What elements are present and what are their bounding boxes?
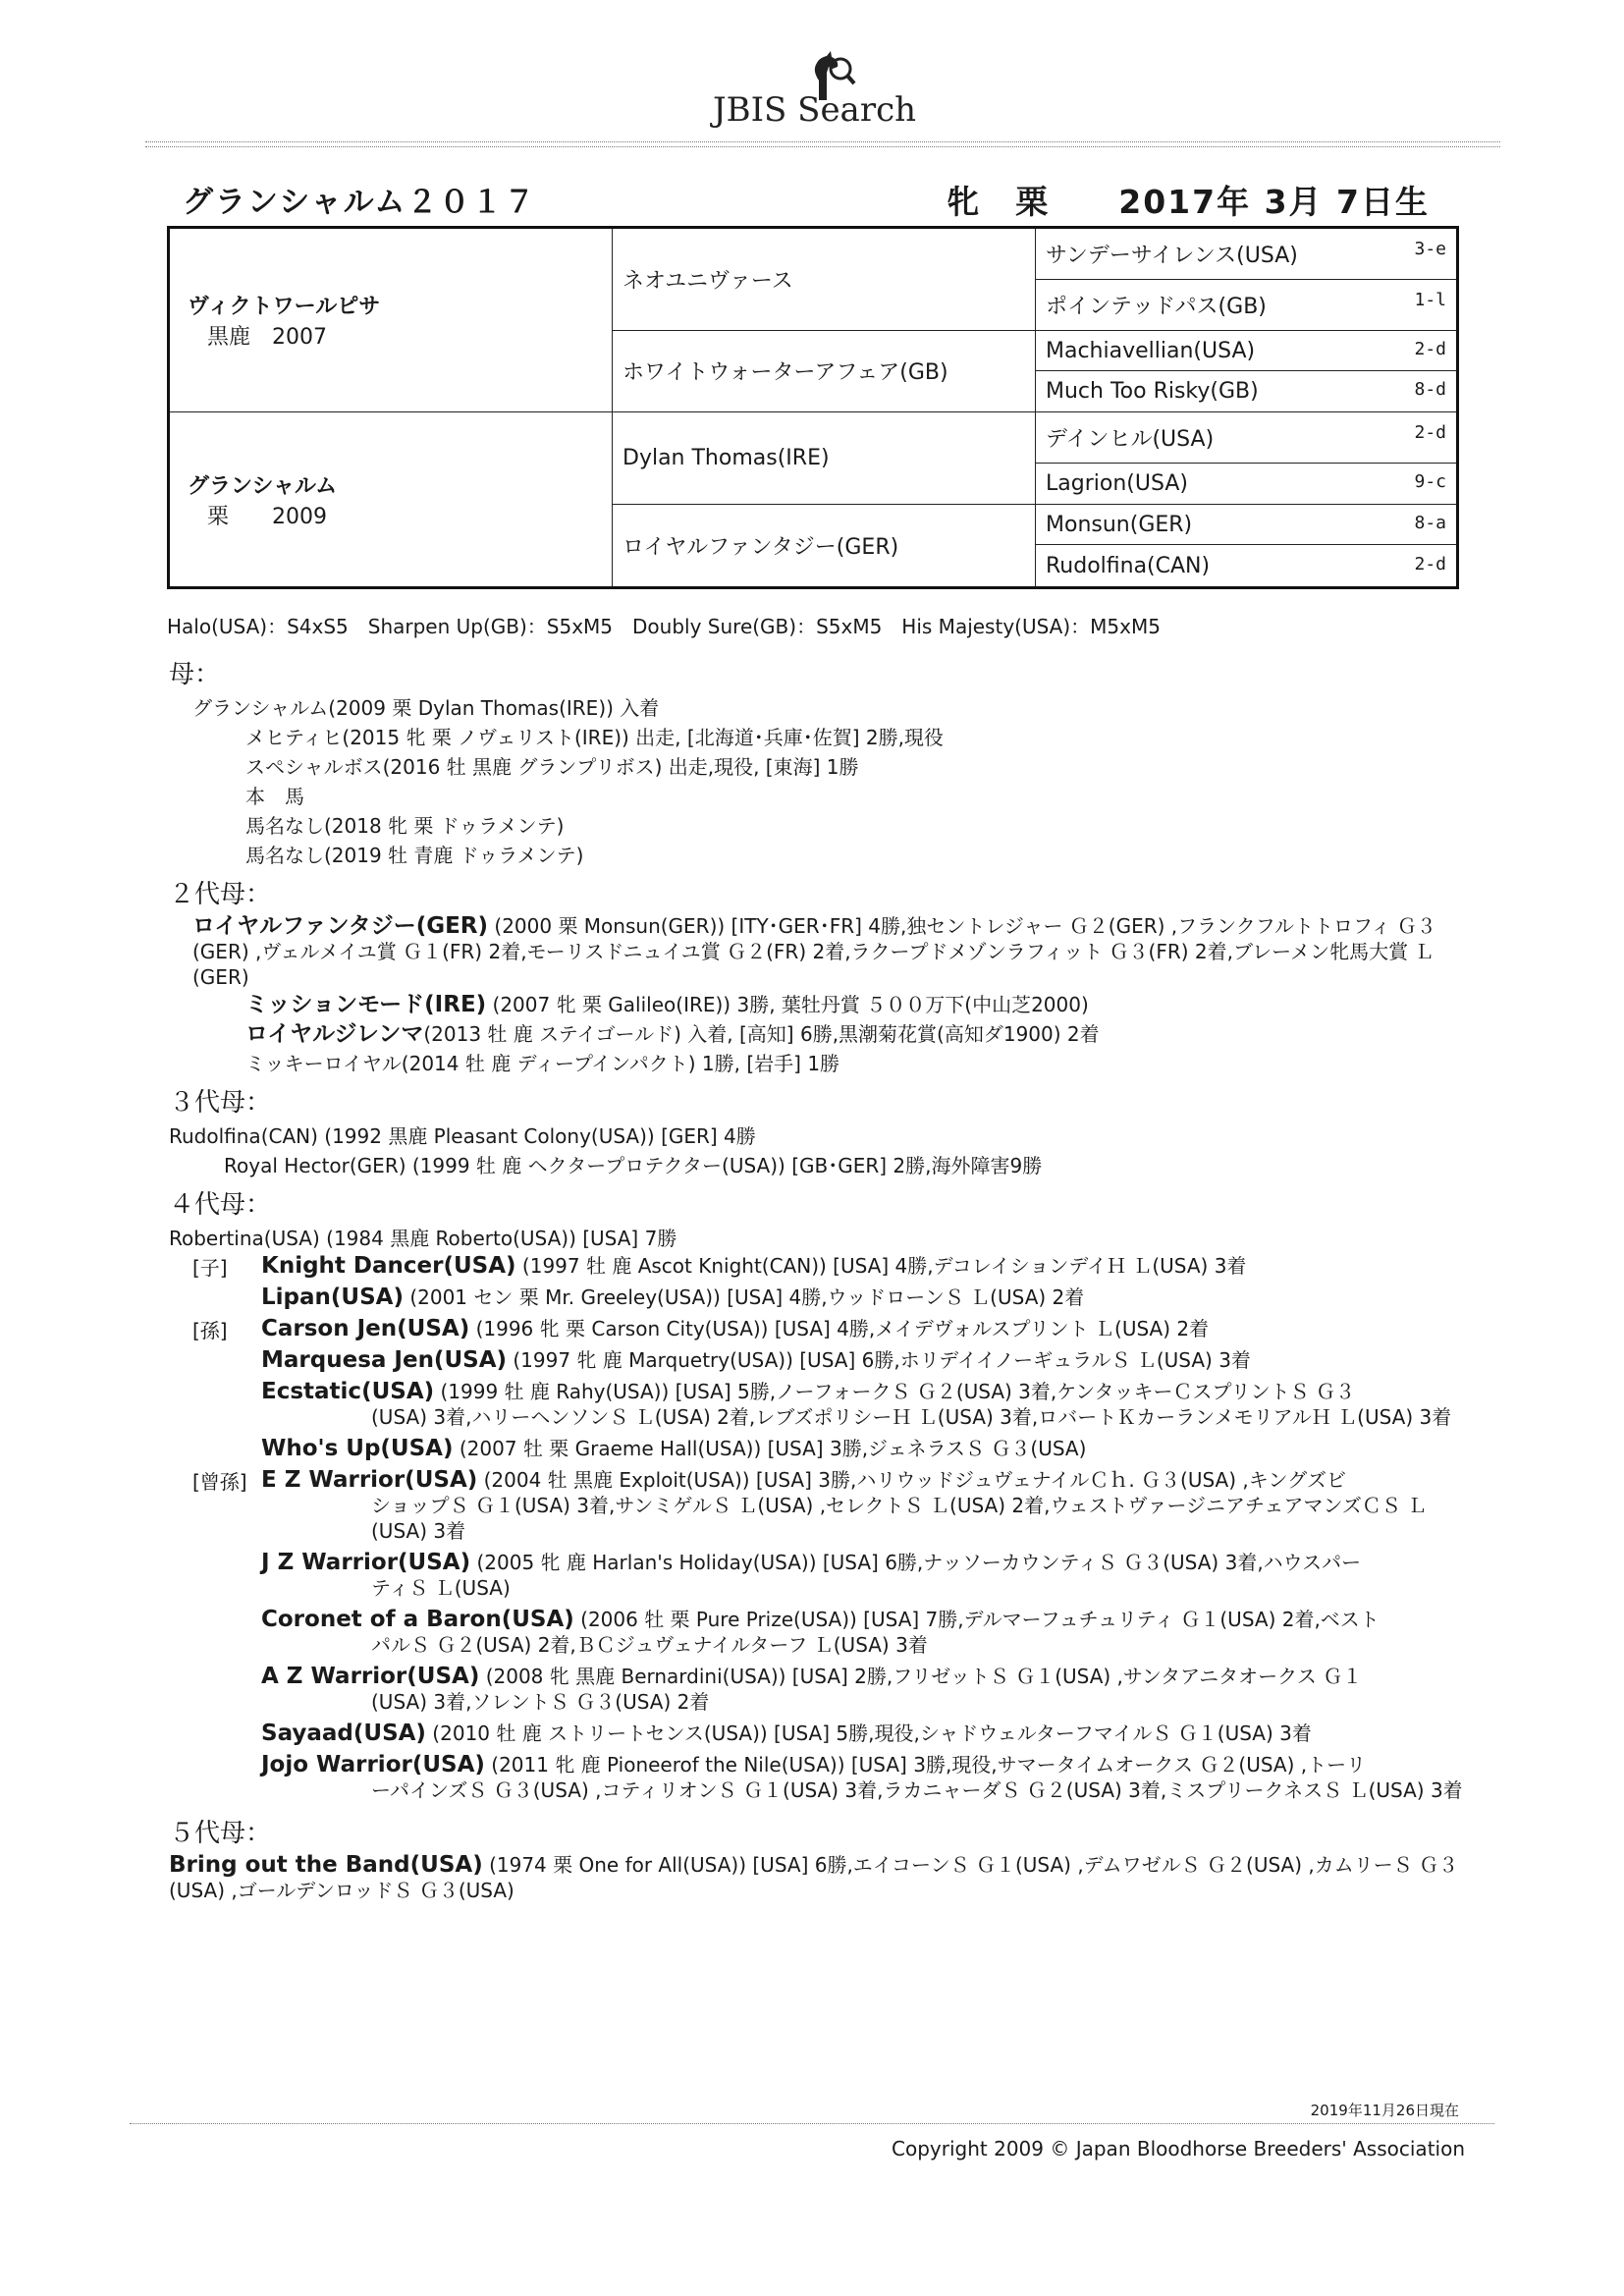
horse-sex-color-birth: 牝 栗 2017年 3月 7日生 bbox=[947, 183, 1430, 221]
dam-offspring-line: スペシャルボス(2016 牡 黒鹿 グランプリボス) 出走,現役, [東海] 1勝 bbox=[245, 755, 859, 779]
descendants-group-great-grandchildren bbox=[169, 1467, 1475, 1809]
descendant-name: Jojo Warrior(USA) bbox=[261, 1752, 485, 1777]
descendant-record: (2004 牡 黒鹿 Exploit(USA)) [USA] 3勝,ハリウッドジュヴェナイルＣｈ. Ｇ３(USA) ,キングズビ bbox=[477, 1468, 1346, 1492]
descendants-group-grandchildren bbox=[169, 1316, 1475, 1467]
dam-name: グランシャルム bbox=[188, 473, 338, 499]
inbreeding-line: Halo(USA)：S4xS5 Sharpen Up(GB)：S5xM5 Doubly Sure(GB)：S5xM5 His Majesty(USA)：M5xM5 bbox=[167, 615, 1161, 638]
as-of-date: 2019年11月26日現在 bbox=[1310, 2102, 1459, 2119]
copyright: Copyright 2009 © Japan Bloodhorse Breeders' Association bbox=[892, 2137, 1465, 2160]
offspring-name: ロイヤルジレンマ bbox=[245, 1021, 424, 1047]
g3-cell bbox=[1036, 412, 1458, 464]
dam-offspring-line: 馬名なし(2018 牝 栗 ドゥラメンテ) bbox=[245, 814, 565, 838]
second-dam-record: (2000 栗 Monsun(GER)) [ITY･GER･FR] 4勝,独セントレジャー Ｇ２(GER) ,フランクフルトトロフィ Ｇ３(GER) ,ヴェルメイユ賞 Ｇ１(FR) 2着,モーリスドニュイユ賞 Ｇ２(FR) 2着,ラクープドメゾンラフィット Ｇ３(FR) 2着,ブレーメン牝馬大賞 Ｌ(GER) bbox=[192, 914, 1436, 989]
descendant-entry bbox=[261, 1664, 1475, 1715]
section-title-fifth-dam: ５代母： bbox=[169, 1819, 272, 1848]
second-dam-name: ロイヤルファンタジー(GER) bbox=[192, 913, 489, 939]
logo-text: JBIS Search bbox=[713, 90, 917, 130]
family-number: 9-c bbox=[1414, 470, 1446, 492]
descendant-entry bbox=[261, 1752, 1475, 1803]
descendant-record: (1999 牡 鹿 Rahy(USA)) [USA] 5勝,ノーフォークＳ Ｇ２(USA) 3着,ケンタッキーＣスプリントＳ Ｇ３ bbox=[434, 1380, 1356, 1403]
offspring-record: ミッキーロイヤル(2014 牡 鹿 ディープインパクト) 1勝, [岩手] 1勝 bbox=[245, 1052, 840, 1075]
descendant-entry bbox=[261, 1347, 1475, 1373]
descendant-record: (2007 牡 栗 Graeme Hall(USA)) [USA] 3勝,ジェネラスＳ Ｇ３(USA) bbox=[453, 1437, 1087, 1460]
descendant-record: (1996 牝 栗 Carson City(USA)) [USA] 4勝,メイデヴォルスプリント Ｌ(USA) 2着 bbox=[469, 1317, 1210, 1340]
dam-cell bbox=[169, 412, 613, 588]
dam-offspring-line: メヒティヒ(2015 牝 栗 ノヴェリスト(IRE)) 出走, [北海道･兵庫･佐賀] 2勝,現役 bbox=[245, 726, 944, 749]
dam-sire-cell: Dylan Thomas(IRE) bbox=[613, 412, 1036, 504]
family-number: 2-d bbox=[1414, 338, 1446, 359]
descendant-record: (2011 牝 鹿 Pioneerof the Nile(USA)) [USA] 3勝,現役,サマータイムオークス Ｇ２(USA) ,トーリ bbox=[484, 1753, 1367, 1777]
section-title-third-dam: ３代母： bbox=[169, 1088, 272, 1118]
g3-name: ポインテッドパス(GB) bbox=[1046, 294, 1267, 319]
descendant-record-cont: ティＳ Ｌ(USA) bbox=[371, 1576, 511, 1600]
descendant-entry bbox=[261, 1436, 1475, 1461]
g3-cell bbox=[1036, 280, 1458, 331]
descendant-entry bbox=[261, 1285, 1475, 1310]
offspring-record: (2007 牝 栗 Galileo(IRE)) 3勝, 葉牡丹賞 ５００万下(中山芝2000) bbox=[486, 993, 1089, 1016]
descendant-entry bbox=[261, 1316, 1475, 1341]
sire-cell bbox=[169, 228, 613, 412]
g3-name: Rudolfina(CAN) bbox=[1046, 553, 1211, 578]
offspring-record: (2013 牡 鹿 ステイゴールド) 入着, [高知] 6勝,黒潮菊花賞(高知ダ1900) 2着 bbox=[423, 1022, 1100, 1046]
g3-cell bbox=[1036, 463, 1458, 504]
generation-tag: [曾孫] bbox=[192, 1470, 247, 1494]
family-number: 2-d bbox=[1414, 422, 1446, 444]
section-title-fourth-dam: ４代母： bbox=[169, 1190, 272, 1220]
sire-color-year: 黒鹿 2007 bbox=[207, 325, 327, 351]
fifth-dam-main bbox=[169, 1852, 1465, 1903]
descendant-record: (2010 牡 鹿 ストリートセンス(USA)) [USA] 5勝,現役,シャドウェルターフマイルＳ Ｇ１(USA) 3着 bbox=[425, 1722, 1312, 1745]
g3-cell bbox=[1036, 504, 1458, 545]
descendant-record-cont: パルＳ Ｇ２(USA) 2着,ＢＣジュヴェナイルターフ Ｌ(USA) 3着 bbox=[371, 1633, 928, 1657]
descendant-record-cont: (USA) 3着,ハリーヘンソンＳ Ｌ(USA) 2着,レブズポリシーＨ Ｌ(USA) 3着,ロバートＫカーランメモリアルＨ Ｌ(USA) 3着 bbox=[371, 1405, 1452, 1429]
descendant-record: (2005 牝 鹿 Harlan's Holiday(USA)) [USA] 6勝,ナッソーカウンティＳ Ｇ３(USA) 3着,ハウスパー bbox=[470, 1551, 1362, 1574]
third-dam-offspring: Royal Hector(GER) (1999 牡 鹿 ヘクタープロテクター(USA)) [GB･GER] 2勝,海外障害9勝 bbox=[224, 1154, 1043, 1177]
g3-cell bbox=[1036, 371, 1458, 412]
g3-name: Much Too Risky(GB) bbox=[1046, 379, 1259, 405]
dam-offspring-line: 馬名なし(2019 牡 青鹿 ドゥラメンテ) bbox=[245, 844, 584, 867]
family-number: 8-a bbox=[1414, 512, 1446, 533]
family-record bbox=[169, 650, 1475, 1903]
g3-name: Machiavellian(USA) bbox=[1046, 338, 1256, 363]
descendant-entry bbox=[261, 1721, 1475, 1746]
g3-cell bbox=[1036, 228, 1458, 280]
header-rule bbox=[145, 141, 1500, 142]
second-dam-offspring bbox=[169, 1049, 1475, 1078]
descendant-entry bbox=[261, 1607, 1475, 1658]
jbis-logo bbox=[713, 51, 939, 139]
descendant-record-cont: (USA) 3着,ソレントＳ Ｇ３(USA) 2着 bbox=[371, 1690, 710, 1714]
descendant-name: A Z Warrior(USA) bbox=[261, 1664, 480, 1689]
dam-main-line: グランシャルム(2009 栗 Dylan Thomas(IRE)) 入着 bbox=[192, 696, 660, 720]
g3-name: サンデーサイレンス(USA) bbox=[1046, 244, 1298, 269]
footer-rule bbox=[130, 2123, 1494, 2124]
horse-name: グランシャルム２０１７ bbox=[183, 185, 537, 220]
descendant-record-cont: ーパインズＳ Ｇ３(USA) ,コティリオンＳ Ｇ１(USA) 3着,ラカニャーダＳ Ｇ２(USA) 3着,ミスプリークネスＳ Ｌ(USA) 3着 bbox=[371, 1778, 1463, 1802]
generation-tag: [子] bbox=[192, 1256, 228, 1280]
sire-sire-cell: ネオユニヴァース bbox=[613, 228, 1036, 331]
descendant-record: (1997 牡 鹿 Ascot Knight(CAN)) [USA] 4勝,デコレイションデイＨ Ｌ(USA) 3着 bbox=[515, 1254, 1247, 1278]
descendant-name: Who's Up(USA) bbox=[261, 1436, 454, 1461]
g3-name: デインヒル(USA) bbox=[1046, 427, 1215, 453]
fifth-dam-record: (1974 栗 One for All(USA)) [USA] 6勝,エイコーンＳ Ｇ１(USA) ,デムワゼルＳ Ｇ２(USA) ,カムリーＳ Ｇ３(USA) ,ゴールデンロッドＳ Ｇ３(USA) bbox=[169, 1853, 1459, 1902]
descendant-name: Knight Dancer(USA) bbox=[261, 1253, 516, 1279]
section-title-dam: 母： bbox=[169, 660, 221, 689]
descendant-record: (1997 牝 鹿 Marquetry(USA)) [USA] 6勝,ホリデイイノーギュラルＳ Ｌ(USA) 3着 bbox=[507, 1348, 1251, 1372]
descendant-entry bbox=[261, 1550, 1475, 1601]
g3-cell bbox=[1036, 330, 1458, 371]
family-number: 3-e bbox=[1414, 239, 1446, 260]
descendant-entry bbox=[261, 1253, 1475, 1279]
family-number: 2-d bbox=[1414, 553, 1446, 574]
sire-dam-cell: ホワイトウォーターアフェア(GB) bbox=[613, 330, 1036, 412]
family-number: 8-d bbox=[1414, 379, 1446, 401]
descendant-record: (2006 牡 栗 Pure Prize(USA)) [USA] 7勝,デルマーフュチュリティ Ｇ１(USA) 2着,ベスト bbox=[573, 1608, 1380, 1631]
family-number: 1-l bbox=[1414, 289, 1446, 310]
descendant-name: Lipan(USA) bbox=[261, 1285, 404, 1310]
g3-cell bbox=[1036, 545, 1458, 588]
second-dam-offspring bbox=[169, 1019, 1475, 1049]
fourth-dam-main: Robertina(USA) (1984 黒鹿 Roberto(USA)) [USA] 7勝 bbox=[169, 1227, 677, 1250]
descendant-name: Coronet of a Baron(USA) bbox=[261, 1607, 574, 1632]
third-dam-main: Rudolfina(CAN) (1992 黒鹿 Pleasant Colony(USA)) [GER] 4勝 bbox=[169, 1124, 756, 1148]
section-title-second-dam: ２代母： bbox=[169, 880, 272, 909]
dam-offspring-line: 本 馬 bbox=[245, 785, 304, 808]
offspring-name: ミッションモード(IRE) bbox=[245, 992, 487, 1017]
sire-name: ヴィクトワールピサ bbox=[188, 295, 381, 320]
descendant-name: J Z Warrior(USA) bbox=[261, 1550, 471, 1575]
second-dam-main bbox=[169, 913, 1469, 990]
descendant-record: (2008 牝 黒鹿 Bernardini(USA)) [USA] 2勝,フリゼットＳ Ｇ１(USA) ,サンタアニタオークス Ｇ１ bbox=[479, 1665, 1363, 1688]
descendants-group-children bbox=[169, 1253, 1475, 1316]
descendant-record-cont: ショップＳ Ｇ１(USA) 3着,サンミゲルＳ Ｌ(USA) ,セレクトＳ Ｌ(USA) 2着,ウェストヴァージニアチェアマンズＣＳ Ｌ(USA) 3着 bbox=[371, 1494, 1428, 1543]
descendant-name: Ecstatic(USA) bbox=[261, 1379, 435, 1404]
second-dam-offspring bbox=[169, 990, 1475, 1019]
dam-dam-cell: ロイヤルファンタジー(GER) bbox=[613, 504, 1036, 587]
descendant-name: Marquesa Jen(USA) bbox=[261, 1347, 508, 1373]
g3-name: Monsun(GER) bbox=[1046, 512, 1193, 537]
descendant-name: Carson Jen(USA) bbox=[261, 1316, 470, 1341]
descendant-entry bbox=[261, 1379, 1475, 1430]
dam-color-year: 栗 2009 bbox=[207, 504, 327, 529]
descendant-name: Sayaad(USA) bbox=[261, 1721, 426, 1746]
descendant-entry bbox=[261, 1467, 1475, 1544]
descendant-name: E Z Warrior(USA) bbox=[261, 1467, 478, 1493]
g3-name: Lagrion(USA) bbox=[1046, 470, 1188, 496]
pedigree-table bbox=[167, 226, 1459, 589]
header-rule-2 bbox=[145, 146, 1500, 147]
descendant-record: (2001 セン 栗 Mr. Greeley(USA)) [USA] 4勝,ウッドローンＳ Ｌ(USA) 2着 bbox=[403, 1285, 1085, 1309]
fifth-dam-name: Bring out the Band(USA) bbox=[169, 1852, 483, 1878]
generation-tag: [孫] bbox=[192, 1319, 228, 1342]
